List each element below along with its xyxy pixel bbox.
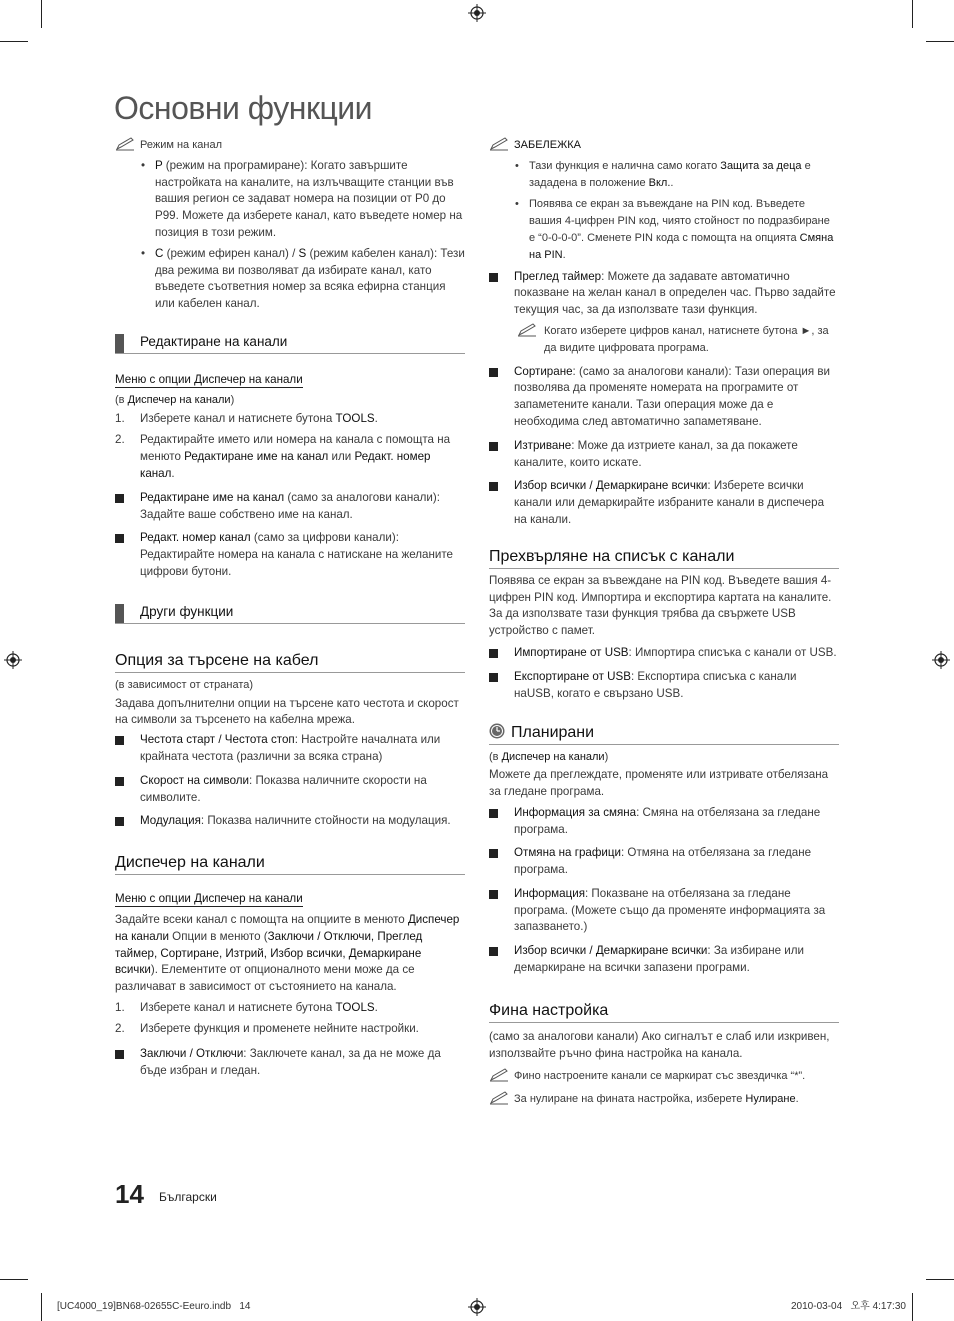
menu-context: (в Диспечер на канали) bbox=[115, 393, 235, 406]
crop-mark bbox=[41, 0, 42, 28]
section-heading-fine-tune: Фина настройка bbox=[489, 1000, 839, 1023]
section-heading-schedule: Планирани bbox=[489, 722, 839, 745]
timer-note: Когато изберете цифров канал, натиснете бутона ►, за да видите цифровата програма. bbox=[517, 323, 839, 357]
square-bullet-icon bbox=[115, 736, 124, 745]
step-item: 2. Редактирайте името или номера на канала с помощта на менюто Редактиране име на канал или Редакт. номер канал. bbox=[115, 433, 451, 480]
square-bullet-icon bbox=[115, 777, 124, 786]
transfer-description: Появява се екран за въвеждане на PIN код. Въведете вашия 4-цифрен PIN код. Импортира и експортира картата на каналите. За да използвате тази функция трябва да свържете USB устройство с памет. bbox=[489, 573, 832, 638]
section-heading-cable: Опция за търсене на кабел bbox=[115, 650, 465, 673]
note-pencil-icon bbox=[115, 137, 135, 151]
list-item: Заключи / Отключи: Заключете канал, за да не може да бъде избран и гледан. bbox=[115, 1046, 465, 1080]
fine-tune-description: (само за аналогови канали) Ако сигналът е слаб или изкривен, използвайте ръчно фина настройка на канала. bbox=[489, 1029, 830, 1060]
bullet-icon: • bbox=[141, 158, 146, 172]
page-title: Основни функции bbox=[114, 90, 373, 126]
square-bullet-icon bbox=[115, 494, 124, 503]
step-item: 2. Изберете функция и променете нейните настройки. bbox=[115, 1021, 419, 1035]
list-item: • Тази функция е налична само когато Защита за деца е зададена в положение Вкл.. bbox=[515, 159, 811, 189]
note-pencil-icon bbox=[489, 1068, 509, 1082]
note-pencil-icon bbox=[489, 1091, 509, 1105]
print-footer-date: 2010-03-04 오후 4:17:30 bbox=[791, 1301, 906, 1312]
list-item: Редакт. номер канал (само за цифрови канали): Редактирайте номера на канала с натискане на желаните цифрови бутони. bbox=[115, 530, 465, 580]
list-item: Сортиране: (само за аналогови канали): Тази операция ви позволява да променяте номерата на програмите от запаметените канали. Тази операция може да е необходима след автоматично запаметяване. bbox=[489, 364, 839, 431]
note-pencil-icon bbox=[489, 137, 509, 151]
left-column bbox=[115, 137, 465, 1080]
crop-mark bbox=[0, 41, 28, 42]
cable-country: (в зависимост от страната) bbox=[115, 678, 254, 691]
square-bullet-icon bbox=[489, 273, 498, 282]
step-item: 1. Изберете канал и натиснете бутона TOOLS. bbox=[115, 1000, 378, 1014]
list-item: Преглед таймер: Можете да задавате автоматично показване на желан канал в определен час. Първо задайте текущия час, за да използвате тази функция. bbox=[489, 269, 839, 319]
fine-tune-note: Фино настроените канали се маркират със звездичка “*”. bbox=[489, 1068, 839, 1085]
list-item: Редактиране име на канал (само за аналогови канали): Задайте ваше собствено име на канал. bbox=[115, 490, 465, 524]
print-footer-file: [UC4000_19]BN68-02655C-Eeuro.indb 14 bbox=[57, 1301, 251, 1312]
manager-description: Задайте всеки канал с помощта на опциите в менюто Диспечер на канали Опции в менюто (Заключи / Отключи, Преглед таймер, Сортиране, Изтрий, Избор всички, Демаркиране всички). Елементите от опционалното мени може да се различават в зависимост от състоянието на канала. bbox=[115, 912, 460, 994]
bullet-icon: • bbox=[515, 159, 519, 172]
cable-description: Задава допълнителни опции на търсене като честота и скорост на символи за търсенето на кабелна мрежа. bbox=[115, 696, 459, 727]
list-item: • Появява се екран за въвеждане на PIN код. Въведете вашия 4-цифрен PIN код, чиято стойност по подразбиране е “0-0-0-0”. Сменете PIN кода с помощта на опцията Смяна на PIN. bbox=[515, 198, 834, 261]
square-bullet-icon bbox=[489, 890, 498, 899]
menu-path: Меню с опции Диспечер на канали bbox=[115, 372, 303, 386]
list-item: Експортиране от USB: Експортира списъка с канали наUSB, когато е свързано USB. bbox=[489, 669, 839, 703]
right-column bbox=[489, 137, 839, 1108]
crop-mark bbox=[0, 1279, 28, 1280]
registration-mark-icon bbox=[468, 4, 486, 22]
list-item: Отмяна на графици: Отмяна на отбелязана за гледане програма. bbox=[489, 845, 839, 879]
section-heading-other: Други функции bbox=[115, 603, 465, 624]
list-item: Честота старт / Честота стоп: Настройте началната или крайната честота (различни за всяка страна) bbox=[115, 732, 465, 766]
section-heading-transfer: Прехвърляне на списък с канали bbox=[489, 546, 839, 569]
bullet-icon: • bbox=[141, 246, 146, 260]
crop-mark bbox=[912, 1293, 913, 1321]
square-bullet-icon bbox=[115, 534, 124, 543]
crop-mark bbox=[41, 1293, 42, 1321]
square-bullet-icon bbox=[489, 482, 498, 491]
list-item: • C (режим ефирен канал) / S (режим кабелен канал): Тези два режима ви позволяват да избирате канал, като въведете съответния номер за всяка ефирна станция или кабелен канал. bbox=[141, 246, 465, 311]
list-item: Информация: Показване на отбелязана за гледане програма. (Можете също да променяте информацията за запазването.) bbox=[489, 886, 839, 936]
square-bullet-icon bbox=[489, 442, 498, 451]
list-item: • P (режим на програмиране): Когато завършите настройката на каналите, на излъчващите станции във вашия регион се задават номера на позиции от P0 до P99. Можете да изберете канал, като въведете номер на позиция в този режим. bbox=[141, 158, 463, 239]
page-language: Български bbox=[159, 1190, 217, 1204]
list-item: Скорост на символи: Показва наличните скорости на символите. bbox=[115, 773, 465, 807]
note-header: ЗАБЕЛЕЖКА bbox=[489, 137, 839, 154]
list-item: Изтриване: Може да изтриете канал, за да покажете каналите, които искате. bbox=[489, 438, 839, 472]
clock-icon bbox=[489, 723, 505, 739]
menu-path: Меню с опции Диспечер на канали bbox=[115, 892, 303, 906]
square-bullet-icon bbox=[489, 649, 498, 658]
square-bullet-icon bbox=[489, 673, 498, 682]
square-bullet-icon bbox=[489, 368, 498, 377]
step-item: 1. Изберете канал и натиснете бутона TOOLS. bbox=[115, 411, 378, 425]
list-item: Импортиране от USB: Импортира списъка с канали от USB. bbox=[489, 645, 839, 662]
crop-mark bbox=[926, 1279, 954, 1280]
fine-tune-note: За нулиране на фината настройка, изберете Нулиране. bbox=[489, 1091, 839, 1108]
square-bullet-icon bbox=[115, 817, 124, 826]
registration-mark-icon bbox=[4, 651, 22, 669]
section-heading-edit: Редактиране на канали bbox=[115, 333, 465, 354]
square-bullet-icon bbox=[489, 849, 498, 858]
crop-mark bbox=[912, 0, 913, 28]
crop-mark bbox=[926, 41, 954, 42]
heading-bar-icon bbox=[115, 604, 124, 623]
section-heading-manager: Диспечер на канали bbox=[115, 852, 465, 875]
note-pencil-icon bbox=[517, 323, 537, 337]
square-bullet-icon bbox=[115, 1050, 124, 1059]
page-number: 14 bbox=[115, 1179, 144, 1209]
list-item: Информация за смяна: Смяна на отбелязана за гледане програма. bbox=[489, 805, 839, 839]
bullet-icon: • bbox=[515, 198, 519, 211]
square-bullet-icon bbox=[489, 809, 498, 818]
list-item: Модулация: Показва наличните стойности на модулация. bbox=[115, 813, 465, 830]
mode-note: Режим на канал bbox=[115, 137, 465, 154]
schedule-context: (в Диспечер на канали) bbox=[489, 751, 609, 764]
registration-mark-icon bbox=[932, 651, 950, 669]
schedule-description: Можете да преглеждате, променяте или изтривате отбелязана за гледане програма. bbox=[489, 768, 829, 798]
square-bullet-icon bbox=[489, 947, 498, 956]
registration-mark-icon bbox=[468, 1298, 486, 1316]
list-item: Избор всички / Демаркиране всички: За избиране или демаркиране на всички запазени програми. bbox=[489, 943, 839, 977]
heading-bar-icon bbox=[115, 334, 124, 353]
list-item: Избор всички / Демаркиране всички: Изберете всички канали или демаркирайте избраните канали в диспечера на канали. bbox=[489, 478, 839, 528]
